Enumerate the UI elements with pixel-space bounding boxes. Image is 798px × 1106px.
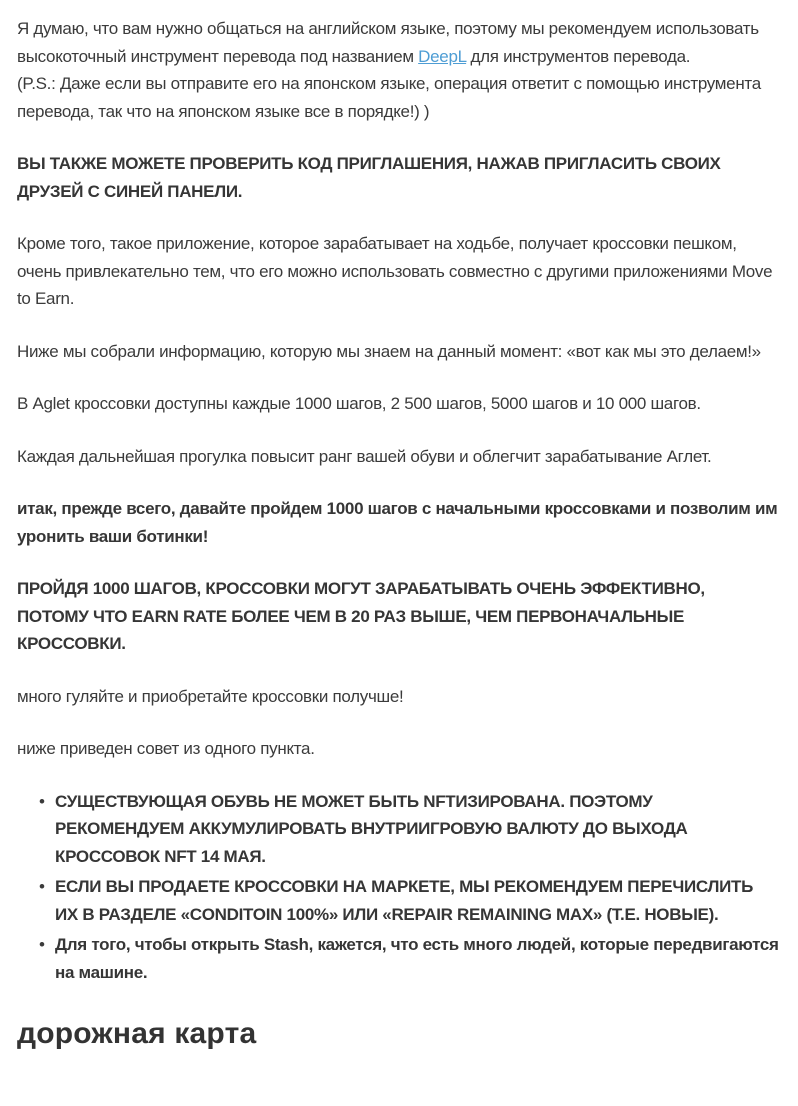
bullet-icon: • <box>39 791 45 811</box>
tips-list <box>17 788 780 987</box>
paragraph-invite-code: ВЫ ТАКЖЕ МОЖЕТЕ ПРОВЕРИТЬ КОД ПРИГЛАШЕНИЯ, НАЖАВ ПРИГЛАСИТЬ СВОИХ ДРУЗЕЙ С СИНЕЙ ПАНЕЛИ. <box>17 154 721 201</box>
list-item-market-tip <box>39 873 780 928</box>
roadmap-heading: дорожная карта <box>17 1017 257 1050</box>
list-item-nft-tip <box>39 788 780 871</box>
list-item-text: Для того, чтобы открыть Stash, кажется, что есть много людей, которые передвигаются на машине. <box>55 935 779 982</box>
list-item-text: СУЩЕСТВУЮЩАЯ ОБУВЬ НЕ МОЖЕТ БЫТЬ NFTИЗИРОВАНА. ПОЭТОМУ РЕКОМЕНДУЕМ АККУМУЛИРОВАТЬ ВНУТРИИГРОВУЮ ВАЛЮТУ ДО ВЫХОДА КРОССОВОК NFT 14 МАЯ. <box>55 791 688 866</box>
paragraph-walk-more: много гуляйте и приобретайте кроссовки получше! <box>17 686 404 706</box>
intro-text-after-link: для инструментов перевода. <box>466 46 691 66</box>
paragraph-first-1000-steps: итак, прежде всего, давайте пройдем 1000 шагов с начальными кроссовками и позволим им уронить ваши ботинки! <box>17 499 778 546</box>
bullet-icon: • <box>39 935 45 954</box>
paragraph-aglet-steps: В Aglet кроссовки доступны каждые 1000 шагов, 2 500 шагов, 5000 шагов и 10 000 шагов. <box>17 394 701 413</box>
intro-text-before-link: Я думаю, что вам нужно общаться на английском языке, поэтому мы рекомендуем использовать высокоточный инструмент перевода под названием <box>17 19 759 66</box>
paragraph-tips-intro: ниже приведен совет из одного пункта. <box>17 739 315 758</box>
list-item-stash-tip <box>39 931 780 986</box>
deepl-link[interactable]: DeepL <box>418 46 467 66</box>
list-item-text: ЕСЛИ ВЫ ПРОДАЕТЕ КРОССОВКИ НА МАРКЕТЕ, МЫ РЕКОМЕНДУЕМ ПЕРЕЧИСЛИТЬ ИХ В РАЗДЕЛЕ «CONDITOIN 100%» ИЛИ «REPAIR REMAINING MAX» (Т.Е. НОВЫЕ). <box>55 877 754 924</box>
paragraph-walk-rank: Каждая дальнейшая прогулка повысит ранг вашей обуви и облегчит зарабатывание Аглет. <box>17 446 712 466</box>
paragraph-move-to-earn: Кроме того, такое приложение, которое зарабатывает на ходьбе, получает кроссовки пешком, очень привлекательно тем, что его можно использовать совместно с другими приложениями Move to Earn. <box>17 234 773 308</box>
paragraph-earn-rate: ПРОЙДЯ 1000 ШАГОВ, КРОССОВКИ МОГУТ ЗАРАБАТЫВАТЬ ОЧЕНЬ ЭФФЕКТИВНО, ПОТОМУ ЧТО EARN RATE БОЛЕЕ ЧЕМ В 20 РАЗ ВЫШЕ, ЧЕМ ПЕРВОНАЧАЛЬНЫЕ КРОССОВКИ. <box>17 579 705 653</box>
paragraph-translation-advice <box>17 15 780 125</box>
paragraph-info-intro: Ниже мы собрали информацию, которую мы знаем на данный момент: «вот как мы это делаем!» <box>17 341 761 361</box>
bullet-icon: • <box>39 877 45 896</box>
ps-note: (P.S.: Даже если вы отправите его на японском языке, операция ответит с помощью инструмента перевода, так что на японском языке все в порядке!) ) <box>17 74 761 121</box>
